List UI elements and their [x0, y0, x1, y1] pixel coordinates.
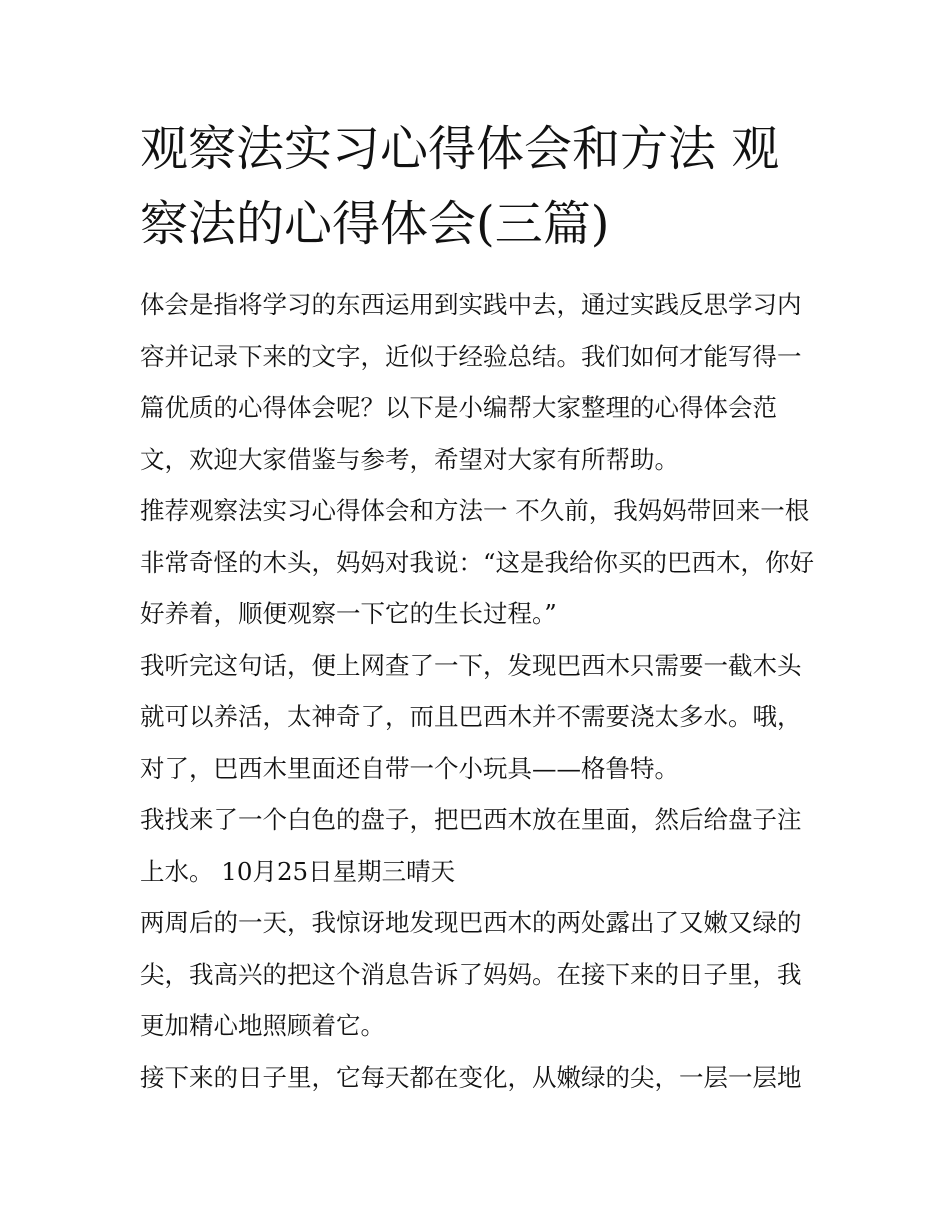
paragraph-intro: 体会是指将学习的东西运用到实践中去，通过实践反思学习内容并记录下来的文字，近似于经验总结。我们如何才能写得一篇优质的心得体会呢？以下是小编帮大家整理的心得体会范文，欢迎大家借鉴与参考，希望对大家有所帮助。	[140, 290, 802, 474]
paragraph-sprouting: 两周后的一天，我惊讶地发现巴西木的两处露出了又嫩又绿的尖，我高兴的把这个消息告诉了妈妈。在接下来的日子里，我更加精心地照顾着它。	[140, 908, 802, 1040]
paragraph-planting: 我找来了一个白色的盘子，把巴西木放在里面，然后给盘子注上水。 10月25日星期三晴天	[140, 805, 802, 886]
document-title: 观察法实习心得体会和方法 观察法的心得体会(三篇)	[140, 121, 780, 252]
paragraph-growth: 接下来的日子里，它每天都在变化，从嫩绿的尖，一层一层地	[140, 1062, 802, 1092]
paragraph-research: 我听完这句话，便上网查了一下，发现巴西木只需要一截木头就可以养活，太神奇了，而且巴西木并不需要浇太多水。哦，对了，巴西木里面还自带一个小玩具——格鲁特。	[140, 650, 802, 783]
paragraph-recommendation: 推荐观察法实习心得体会和方法一 不久前，我妈妈带回来一根非常奇怪的木头，妈妈对我说：“这是我给你买的巴西木，你好好养着，顺便观察一下它的生长过程。”	[140, 496, 815, 628]
document-content	[140, 112, 815, 1103]
